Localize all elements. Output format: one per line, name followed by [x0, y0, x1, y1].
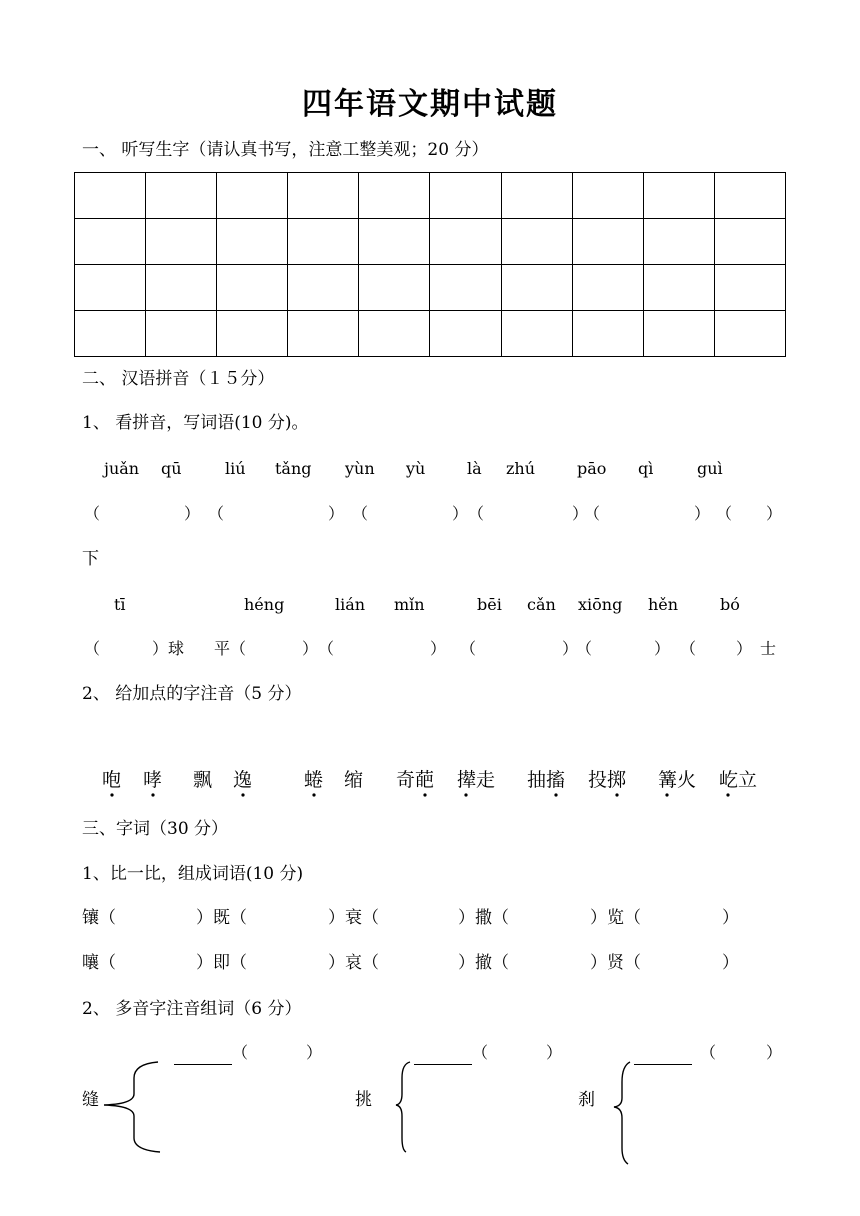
emphasis-dot — [241, 793, 244, 796]
brace — [396, 1062, 410, 1152]
polyphone-char: 缝 — [82, 1090, 99, 1110]
compare-cell: ） — [722, 908, 739, 928]
answer-paren: （ — [352, 504, 369, 523]
pinyin: yùn — [345, 459, 375, 478]
pinyin: qū — [161, 459, 182, 478]
compare-cell: ）贤（ — [590, 953, 641, 973]
word: 飘 — [193, 769, 213, 791]
row1-tail-char: 下 — [82, 549, 99, 569]
word: 蜷 — [304, 769, 324, 791]
answer-paren: ） — [184, 504, 201, 523]
page-title: 四年语文期中试题 — [302, 87, 558, 122]
answer-paren: （ — [472, 1043, 489, 1062]
pinyin-blank — [174, 1050, 232, 1065]
pinyin: guì — [697, 459, 723, 478]
answer-paren: ） — [766, 504, 783, 523]
pinyin: zhú — [506, 459, 536, 478]
answer-paren: （ — [584, 504, 601, 523]
answer-paren: ） — [562, 639, 579, 658]
answer-paren: ） — [302, 639, 319, 658]
compare-cell: 镶（ — [82, 908, 116, 928]
pinyin: bó — [720, 595, 740, 614]
word: 逸 — [233, 769, 253, 791]
answer-paren: （ — [680, 639, 697, 658]
answer-paren: （ — [84, 639, 101, 658]
word: 奇葩 — [396, 769, 435, 791]
section2-q1-heading: 1、 看拼音，写词语(10 分)。 — [82, 413, 309, 433]
pinyin: pāo — [577, 459, 607, 478]
pinyin: lián — [335, 595, 366, 614]
section3-q2-heading: 2、 多音字注音组词（6 分） — [82, 999, 302, 1019]
answer-paren: （ — [716, 504, 733, 523]
answer-paren: ） — [694, 504, 711, 523]
polyphone-char: 刹 — [578, 1090, 595, 1110]
compare-cell: ）即（ — [196, 953, 247, 973]
answer-paren: （ — [84, 504, 101, 523]
word: 咆 — [102, 769, 122, 791]
pinyin: tǎng — [275, 459, 312, 478]
section1-heading: 一、 听写生字（请认真书写，注意工整美观；20 分） — [82, 140, 489, 160]
pinyin: mǐn — [394, 595, 425, 614]
pinyin: tī — [114, 595, 126, 614]
pinyin: liú — [225, 459, 246, 478]
answer-paren: （ — [576, 639, 593, 658]
answer-paren: ） — [452, 504, 469, 523]
answer-paren: （ — [318, 639, 335, 658]
answer-paren: ） — [430, 639, 447, 658]
pinyin-blank — [634, 1050, 692, 1065]
pinyin: xiōng — [578, 595, 623, 614]
word: 缩 — [344, 769, 364, 791]
emphasis-dot — [554, 793, 557, 796]
answer-paren: ）球 — [152, 639, 185, 658]
word: 撵走 — [457, 769, 496, 791]
pinyin: juǎn — [104, 459, 140, 478]
compare-cell: ） — [722, 953, 739, 973]
answer-paren: （ — [208, 504, 225, 523]
compare-cell: ）撤（ — [458, 953, 509, 973]
emphasis-dot — [726, 793, 729, 796]
brace — [614, 1062, 630, 1164]
word: 哮 — [143, 769, 163, 791]
answer-paren: （ — [460, 639, 477, 658]
answer-paren: 平（ — [214, 639, 247, 658]
emphasis-dot — [423, 793, 426, 796]
emphasis-dot — [615, 793, 618, 796]
compare-cell: 嚷（ — [82, 953, 116, 973]
pinyin: là — [467, 459, 482, 478]
pinyin: hěn — [648, 595, 679, 614]
compare-cell: ）既（ — [196, 908, 247, 928]
emphasis-dot — [464, 793, 467, 796]
pinyin-blank — [414, 1050, 472, 1065]
word: 投掷 — [588, 769, 627, 791]
word: 抽搐 — [527, 769, 566, 791]
answer-paren: ） — [328, 504, 345, 523]
pinyin: bēi — [477, 595, 502, 614]
answer-paren: ） — [766, 1043, 783, 1062]
answer-paren: ） — [654, 639, 671, 658]
brace — [104, 1062, 160, 1152]
compare-cell: ）撒（ — [458, 908, 509, 928]
emphasis-dot — [110, 793, 113, 796]
answer-paren: ） — [306, 1043, 323, 1062]
compare-cell: ）哀（ — [328, 953, 379, 973]
answer-paren: ） — [736, 639, 753, 658]
answer-paren: ） — [546, 1043, 563, 1062]
emphasis-dot — [665, 793, 668, 796]
word: 篝火 — [658, 769, 697, 791]
section3-q1-heading: 1、比一比，组成词语(10 分) — [82, 864, 304, 884]
compare-cell: ）衰（ — [328, 908, 379, 928]
answer-paren: （ — [700, 1043, 717, 1062]
emphasis-dot — [312, 793, 315, 796]
pinyin: qì — [638, 459, 654, 478]
pinyin: yù — [406, 459, 426, 478]
word: 屹立 — [719, 769, 758, 791]
answer-paren: 士 — [760, 639, 777, 658]
compare-cell: ）览（ — [590, 908, 641, 928]
section3-heading: 三、字词（30 分） — [82, 819, 229, 839]
polyphone-char: 挑 — [355, 1090, 372, 1110]
answer-paren: （ — [468, 504, 485, 523]
section2-q2-heading: 2、 给加点的字注音（5 分） — [82, 684, 302, 704]
answer-paren: ） — [572, 504, 589, 523]
section2-heading: 二、 汉语拼音（１５分） — [82, 369, 275, 389]
emphasis-dot — [151, 793, 154, 796]
pinyin: héng — [244, 595, 285, 614]
answer-paren: （ — [232, 1043, 249, 1062]
pinyin: cǎn — [527, 595, 556, 614]
